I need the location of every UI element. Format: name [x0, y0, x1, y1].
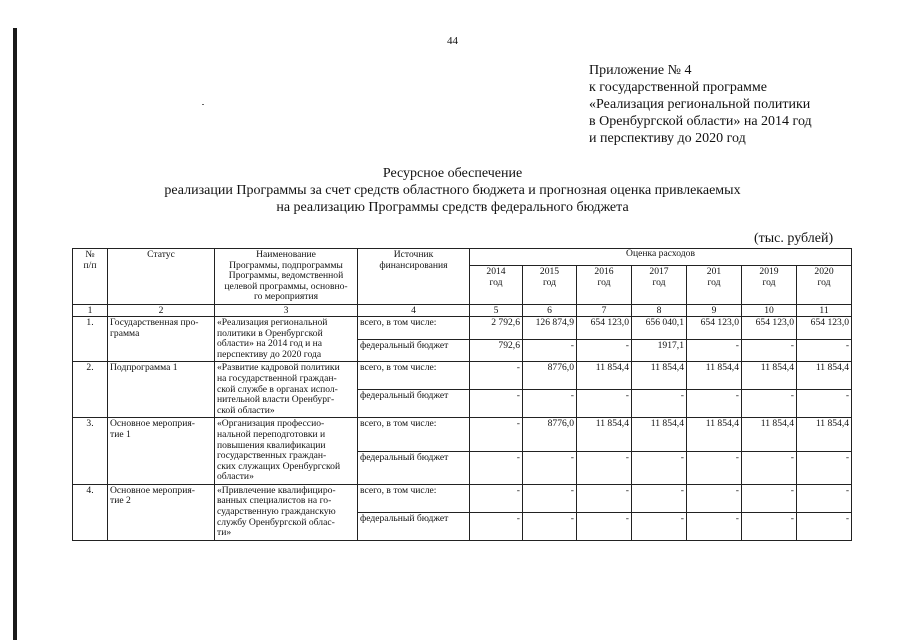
row-value: 656 040,1: [632, 316, 687, 339]
row-value: 2 792,6: [470, 316, 523, 339]
row-value: -: [470, 362, 523, 390]
row-value: 11 854,4: [742, 362, 797, 390]
appendix-block: [589, 62, 812, 147]
row-source: федеральный бюджет: [358, 390, 470, 418]
row-source: всего, в том числе:: [358, 418, 470, 451]
column-number: 5: [470, 304, 523, 316]
row-value: -: [797, 512, 852, 540]
row-value: -: [632, 451, 687, 484]
row-value: 11 854,4: [742, 418, 797, 451]
header-year: 201 год: [687, 266, 742, 304]
row-number: 3.: [73, 418, 108, 485]
row-value: 126 874,9: [523, 316, 577, 339]
row-name: «Реализация региональной политики в Оренбургской области» на 2014 год и на перспективу до 2020 года: [215, 316, 358, 361]
row-value: -: [687, 484, 742, 512]
row-value: -: [797, 484, 852, 512]
appendix-line: в Оренбургской области» на 2014 год: [589, 114, 812, 129]
header-year: 2019 год: [742, 266, 797, 304]
column-number: 6: [523, 304, 577, 316]
row-value: -: [632, 484, 687, 512]
column-number: 8: [632, 304, 687, 316]
row-source: всего, в том числе:: [358, 484, 470, 512]
row-value: 11 854,4: [577, 362, 632, 390]
table-row: [73, 362, 852, 390]
row-value: 11 854,4: [797, 362, 852, 390]
row-value: -: [523, 512, 577, 540]
row-value: -: [470, 512, 523, 540]
row-status: Государственная про- грамма: [108, 316, 215, 361]
document-heading: [0, 165, 905, 216]
row-value: -: [577, 390, 632, 418]
row-name: «Организация профессио- нальной переподготовки и повышения квалификации государственных граждан- ских служащих Оренбургской области»: [215, 418, 358, 485]
header-status: Статус: [108, 249, 215, 305]
units-label: (тыс. рублей): [754, 231, 834, 246]
row-value: 654 123,0: [797, 316, 852, 339]
table-row: [73, 418, 852, 451]
row-source: всего, в том числе:: [358, 316, 470, 339]
page-number: 44: [447, 35, 458, 47]
header-no: № п/п: [73, 249, 108, 305]
row-value: 654 123,0: [687, 316, 742, 339]
row-value: -: [632, 512, 687, 540]
header-year: 2017 год: [632, 266, 687, 304]
row-value: -: [523, 390, 577, 418]
table-row: [73, 484, 852, 512]
row-value: -: [523, 484, 577, 512]
row-value: -: [577, 451, 632, 484]
header-year: 2015 год: [523, 266, 577, 304]
row-value: 11 854,4: [687, 362, 742, 390]
column-number: 2: [108, 304, 215, 316]
row-number: 1.: [73, 316, 108, 361]
row-value: 654 123,0: [742, 316, 797, 339]
appendix-line: Приложение № 4: [589, 63, 692, 78]
row-status: Подпрограмма 1: [108, 362, 215, 418]
row-value: -: [577, 339, 632, 362]
row-value: -: [797, 390, 852, 418]
scan-edge-shadow: [13, 28, 17, 640]
row-value: -: [797, 339, 852, 362]
header-name: Наименование Программы, подпрограммы Программы, ведомственной целевой программы, основно- го мероприятия: [215, 249, 358, 305]
row-source: федеральный бюджет: [358, 451, 470, 484]
row-name: «Развитие кадровой политики на государственной граждан- ской службе в органах испол- нительной власти Оренбург- ской области»: [215, 362, 358, 418]
row-value: -: [742, 339, 797, 362]
column-number: 1: [73, 304, 108, 316]
row-value: 8776,0: [523, 362, 577, 390]
row-value: -: [687, 339, 742, 362]
row-value: 11 854,4: [577, 418, 632, 451]
heading-line: реализации Программы за счет средств областного бюджета и прогнозная оценка привлекаемых: [164, 183, 741, 198]
scan-speck: [202, 104, 204, 105]
row-value: 1917,1: [632, 339, 687, 362]
row-value: -: [577, 512, 632, 540]
header-source: Источник финансирования: [358, 249, 470, 305]
column-number: 11: [797, 304, 852, 316]
row-value: 11 854,4: [687, 418, 742, 451]
row-source: федеральный бюджет: [358, 339, 470, 362]
resource-table: [72, 248, 852, 541]
row-value: -: [470, 451, 523, 484]
row-value: 654 123,0: [577, 316, 632, 339]
heading-line: на реализацию Программы средств федерального бюджета: [276, 200, 629, 215]
column-number: 3: [215, 304, 358, 316]
heading-line: Ресурсное обеспечение: [382, 166, 523, 181]
row-value: 8776,0: [523, 418, 577, 451]
row-value: -: [797, 451, 852, 484]
column-number: 9: [687, 304, 742, 316]
header-year: 2014 год: [470, 266, 523, 304]
appendix-line: «Реализация региональной политики: [589, 97, 811, 112]
row-name: «Привлечение квалифициро- ванных специалистов на го- сударственную гражданскую службу Оренбургской облас- ти»: [215, 484, 358, 540]
appendix-line: к государственной программе: [589, 80, 767, 95]
row-value: -: [742, 451, 797, 484]
row-source: всего, в том числе:: [358, 362, 470, 390]
row-value: -: [742, 484, 797, 512]
row-value: -: [523, 339, 577, 362]
row-value: -: [742, 390, 797, 418]
row-value: -: [742, 512, 797, 540]
row-value: 11 854,4: [797, 418, 852, 451]
header-year: 2016 год: [577, 266, 632, 304]
row-value: -: [632, 390, 687, 418]
row-value: -: [687, 512, 742, 540]
row-status: Основное мероприя- тие 2: [108, 484, 215, 540]
row-value: -: [470, 418, 523, 451]
table-row: [73, 316, 852, 339]
row-value: -: [687, 390, 742, 418]
row-source: федеральный бюджет: [358, 512, 470, 540]
column-number: 10: [742, 304, 797, 316]
row-value: -: [577, 484, 632, 512]
row-status: Основное мероприя- тие 1: [108, 418, 215, 485]
column-number: 7: [577, 304, 632, 316]
row-value: 792,6: [470, 339, 523, 362]
row-number: 2.: [73, 362, 108, 418]
row-value: 11 854,4: [632, 362, 687, 390]
column-number: 4: [358, 304, 470, 316]
header-estimate: Оценка расходов: [470, 249, 852, 266]
row-value: -: [470, 390, 523, 418]
appendix-line: и перспективу до 2020 год: [589, 131, 746, 146]
row-value: -: [523, 451, 577, 484]
row-number: 4.: [73, 484, 108, 540]
row-value: -: [687, 451, 742, 484]
header-year: 2020 год: [797, 266, 852, 304]
row-value: -: [470, 484, 523, 512]
row-value: 11 854,4: [632, 418, 687, 451]
